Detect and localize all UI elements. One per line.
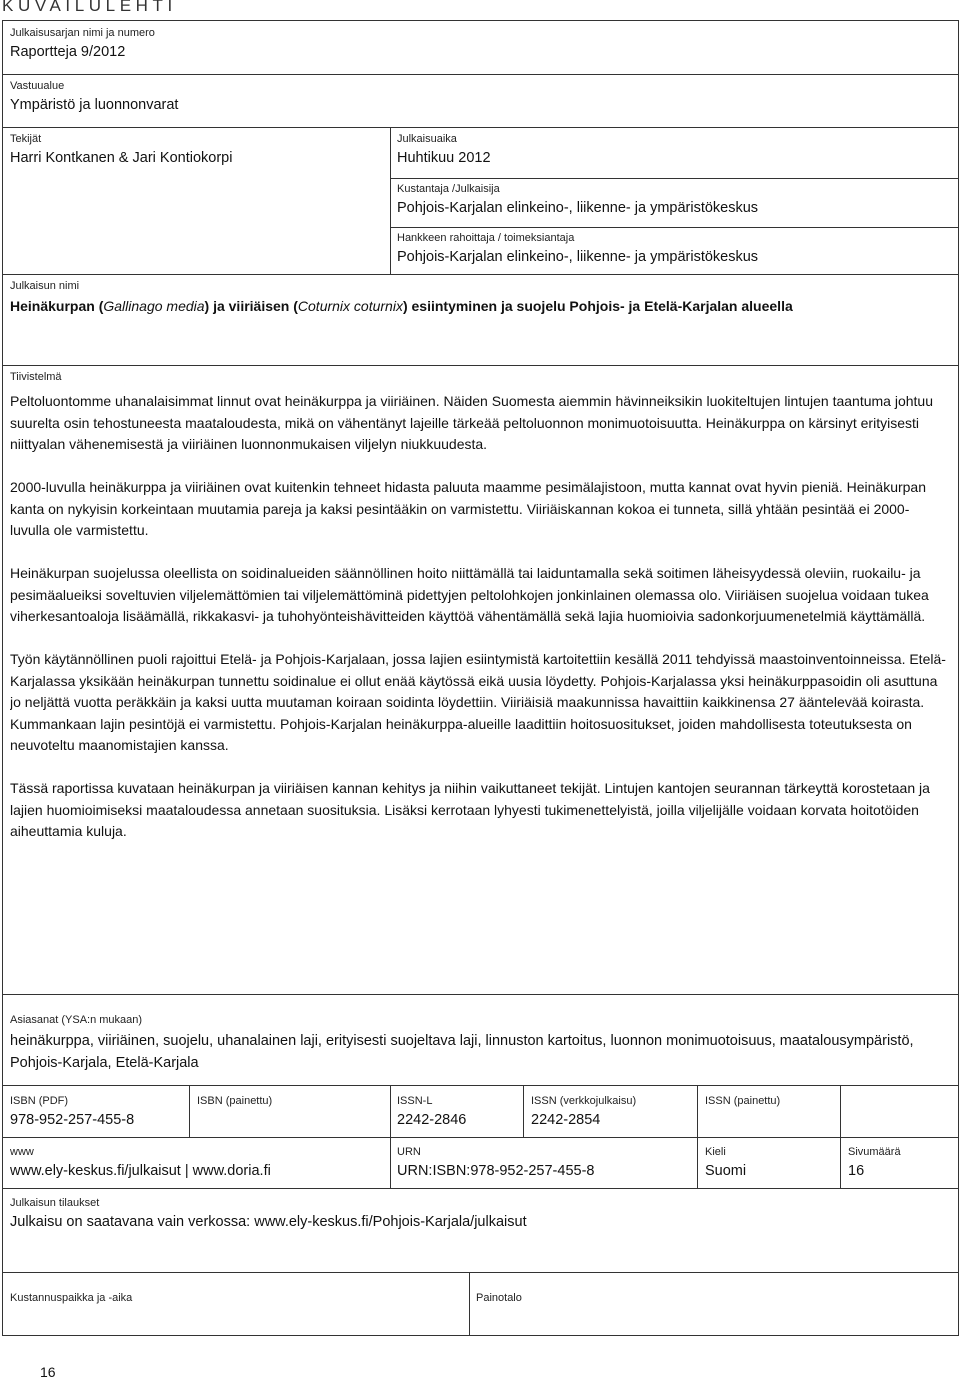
publication-title: Heinäkurpan (Gallinago media) ja viiriäisen (Coturnix coturnix) esiintyminen ja suojelu Pohjois- ja Etelä-Karjalan alueella [10, 298, 793, 314]
pub-date-value: Huhtikuu 2012 [397, 150, 491, 166]
urn-label: URN [397, 1146, 421, 1158]
issn-l-cell [397, 1095, 519, 1129]
abstract-paragraph: Peltoluontomme uhanalaisimmat linnut ovat heinäkurppa ja viiriäinen. Näiden Suomesta aiemmin hävinneiksikin luokiteltujen lintujen taantuma johtuu suurelta osin tehostuneesta maataloudesta, mikä on vähentänyt lajeille tärkeää peltoluonnon monimuotoisuutta. Heinäkurppa on kärsinyt erityisesti niittyalan vähenemisestä ja viiriäinen luonnonmukaisen viljelyn niukkuudesta. [10, 393, 933, 452]
area-label: Vastuualue [10, 80, 65, 92]
description-form [2, 20, 959, 1336]
abstract-paragraph: Heinäkurpan suojelussa oleellista on soidinalueiden säännöllinen hoito niittämällä tai laiduntamalla sekä soitimen läheisyydessä oleviin, ruokailu- ja pesimäalueiksi soveltuvien viljelemättömien tai viljelemättöminä pidettyjen peltolohkojen jonkinlainen olemassa olo. Viiriäisen suojelua voidaan tukea viherkesantoaloja lisäämällä, rikkakasvi- ja tuhohyönteishävitteiden käyttöä vähentämällä sekä lajia huomioivia sadonkorjuumenetelmiä käyttämällä. [10, 565, 929, 624]
abstract-paragraph: Työn käytännöllinen puoli rajoittui Etelä- ja Pohjois-Karjalaan, jossa lajien esiintymistä kartoitettiin kesällä 2011 tehdyissä maastoinventoinneissa. Etelä-Karjalassa yksikään heinäkurpan tunnettu soidinalue ei ollut enää käytössä eikä uusia löydetty. Pohjois-Karjalassa yksi heinäkurppasoidin oli asuttuna jo neljättä vuotta peräkkäin ja kaksi uutta muutaman koiraan soidinta löydettiin. Viiriäisiä maakunnissa havaittiin kaikkinensa 27 ääntelevää koirasta. Kummankaan lajin pesintöjä ei varmistettu. Pohjois-Karjalan heinäkurppa-alueille laadittiin hoitosuositukset, joiden mahdollisesta toteutuksesta on neuvoteltu maanomistajien kanssa. [10, 651, 946, 753]
www-label: www [10, 1146, 34, 1158]
issn-web-cell [531, 1095, 693, 1129]
issn-l-value: 2242-2846 [397, 1112, 467, 1128]
language-value: Suomi [705, 1163, 747, 1179]
publisher-cell [397, 183, 952, 217]
issn-web-label: ISSN (verkkojulkaisu) [531, 1095, 637, 1107]
keywords-value: heinäkurppa, viiriäinen, suojelu, uhanalainen laji, erityisesti suojeltava laji, linnuston kartoitus, luonnon monimuotoisuus, maatalousympäristö, Pohjois-Karjala, Etelä-Karjala [10, 1033, 914, 1071]
isbn-pdf-cell [10, 1095, 185, 1129]
series-cell [10, 27, 950, 61]
abstract-cell [10, 371, 947, 843]
isbn-pdf-label: ISBN (PDF) [10, 1095, 69, 1107]
page-number: 16 [40, 1364, 56, 1380]
abstract-label: Tiivistelmä [10, 371, 62, 383]
pub-date-cell [397, 133, 952, 167]
series-label: Julkaisusarjan nimi ja numero [10, 27, 155, 39]
printer-label: Painotalo [476, 1292, 522, 1304]
print-place-label: Kustannuspaikka ja -aika [10, 1292, 133, 1304]
orders-cell [10, 1197, 950, 1231]
keywords-cell [10, 1014, 950, 1074]
abstract-paragraph: Tässä raportissa kuvataan heinäkurpan ja viiriäisen kannan kehitys ja niihin vaikuttaneet tekijät. Lintujen kantojen seurannan tärkeyttä korostetaan ja lajien huomioimiseksi maataloudessa annetaan suosituksia. Lisäksi kerrotaan lyhyesti tukimenettelyistä, joilla viljelijälle voidaan korvata hoitotöiden aiheuttamia kuluja. [10, 780, 930, 839]
funder-cell [397, 232, 952, 266]
urn-cell [397, 1146, 693, 1180]
area-cell [10, 80, 950, 114]
www-cell [10, 1146, 385, 1180]
orders-value[interactable]: Julkaisu on saatavana vain verkossa: www.ely-keskus.fi/Pohjois-Karjala/julkaisut [10, 1214, 527, 1230]
language-label: Kieli [705, 1146, 726, 1158]
issn-l-label: ISSN-L [397, 1095, 433, 1107]
pages-cell [848, 1146, 956, 1180]
authors-cell [10, 133, 385, 167]
pages-label: Sivumäärä [848, 1146, 901, 1158]
urn-value: URN:ISBN:978-952-257-455-8 [397, 1163, 595, 1179]
pub-name-cell [10, 280, 955, 315]
funder-label: Hankkeen rahoittaja / toimeksiantaja [397, 232, 575, 244]
pages-value: 16 [848, 1163, 865, 1179]
isbn-print-label: ISBN (painettu) [197, 1095, 273, 1107]
publisher-value: Pohjois-Karjalan elinkeino-, liikenne- ja ympäristökeskus [397, 200, 759, 216]
orders-label: Julkaisun tilaukset [10, 1197, 100, 1209]
pub-date-label: Julkaisuaika [397, 133, 457, 145]
pub-name-label: Julkaisun nimi [10, 280, 80, 292]
keywords-label: Asiasanat (YSA:n mukaan) [10, 1014, 143, 1026]
issn-web-value: 2242-2854 [531, 1112, 601, 1128]
isbn-pdf-value: 978-952-257-455-8 [10, 1112, 135, 1128]
www-value[interactable]: www.ely-keskus.fi/julkaisut | www.doria.fi [10, 1163, 271, 1179]
issn-print-cell [705, 1095, 955, 1111]
area-value: Ympäristö ja luonnonvarat [10, 97, 179, 113]
authors-label: Tekijät [10, 133, 42, 145]
abstract-body [10, 391, 947, 843]
isbn-print-cell [197, 1095, 385, 1111]
series-value: Raportteja 9/2012 [10, 44, 126, 60]
document-title: KUVAILULEHTI [2, 0, 177, 15]
funder-value: Pohjois-Karjalan elinkeino-, liikenne- ja ympäristökeskus [397, 249, 759, 265]
printer-cell [476, 1292, 951, 1308]
abstract-paragraph: 2000-luvulla heinäkurppa ja viiriäinen ovat kuitenkin tehneet hidasta paluuta maamme pesimälajistoon, mutta kannat ovat hyvin pieniä. Heinäkurpan kanta on nykyisin korkeintaan muutamia pareja ja kaksi pesintääkin on varmistettu. Viiriäiskannan kokoa ei tunneta, sillä yhtään pesintää ei 2000-luvulla ole varmistettu. [10, 479, 927, 538]
authors-value: Harri Kontkanen & Jari Kontiokorpi [10, 150, 233, 166]
publisher-label: Kustantaja /Julkaisija [397, 183, 500, 195]
issn-print-label: ISSN (painettu) [705, 1095, 781, 1107]
print-place-cell [10, 1292, 465, 1308]
language-cell [705, 1146, 837, 1180]
